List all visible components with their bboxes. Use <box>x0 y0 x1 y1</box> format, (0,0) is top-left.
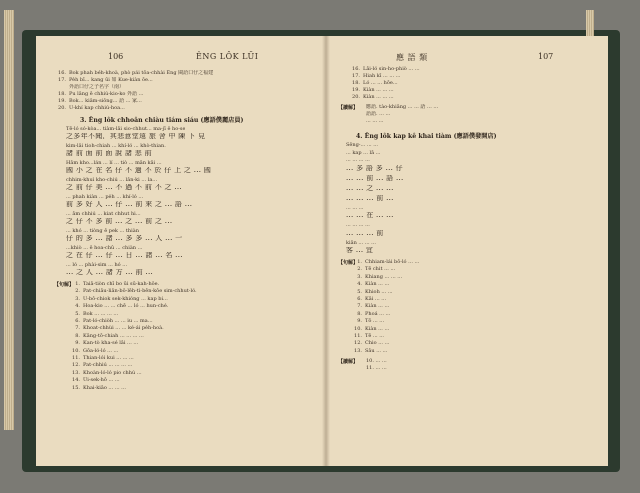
entry-text: Ûi-sek-hô ... ... <box>83 377 120 384</box>
body-line <box>66 150 152 156</box>
entry-number: 13. <box>354 347 362 354</box>
entry-number: 4. <box>75 303 80 310</box>
vocab-item <box>66 333 144 339</box>
entry-text: 10. ... ... <box>366 358 387 365</box>
body-line <box>346 185 394 191</box>
entry-number: 7. <box>75 325 80 332</box>
entry-text: 應語. tào-khiāng ... ... 語 ... ... <box>366 104 439 110</box>
book-gutter <box>322 36 330 466</box>
body-line <box>66 252 183 258</box>
entry-text: ... ... 前 ... 語 ... <box>346 174 404 181</box>
entry-text: Sāu ... ... <box>365 347 388 354</box>
entry-text: ... ló ... phài-sim ... hó ... <box>66 262 128 268</box>
body-line <box>346 142 378 148</box>
vocab-item <box>66 362 132 368</box>
body-line <box>66 201 192 207</box>
entry-text: ... ... ... 前 <box>346 229 384 236</box>
entry-text: Kan-tò kha-sé lâi ... ... <box>83 340 139 347</box>
entry-number: 11. <box>354 333 362 339</box>
top-entry <box>52 105 125 111</box>
entry-text: Kiàn ... ... ... <box>363 87 394 93</box>
entry-number: 2. <box>357 266 362 273</box>
entry-text: ... ... ... ... <box>346 157 370 163</box>
body-line <box>66 235 182 241</box>
entry-text: 之 仔 不 多 前 ... 之 ... 前 之 ... <box>66 218 173 224</box>
entry-text: ... ... 之 ... ... <box>346 184 394 191</box>
body-line <box>66 211 141 217</box>
entry-text: ... khó ... tiòng ê pek ... thiàn <box>66 228 139 234</box>
entry-text: Tē ... ... <box>365 333 385 339</box>
entry-number: 4. <box>357 281 362 288</box>
entry-text: Hām kho...lán ... lí ... tiò ... mān kāi ... <box>66 160 162 166</box>
entry-text: Pu lâng ê chhiú-kio-ko 外語 ... <box>69 91 144 97</box>
top-entry <box>52 91 143 97</box>
body-line <box>66 245 142 251</box>
entry-text: Hiah kī ... ... ... <box>363 73 401 79</box>
vocab-item <box>348 326 389 332</box>
entry-number: 14. <box>72 377 80 384</box>
entry-number: 16. <box>352 66 360 72</box>
entry-number: 17. <box>352 73 360 79</box>
body-line <box>346 165 403 171</box>
vocab-label: 【句解】 <box>54 282 75 288</box>
entry-number: 8. <box>357 310 362 317</box>
entry-text: Lāi-ló sin-ho-phiò ... ... <box>363 66 420 72</box>
vocab-item <box>66 296 168 302</box>
vocab-item <box>66 281 159 287</box>
body-line <box>66 177 157 183</box>
entry-text: Phoá ... ... <box>365 310 391 317</box>
vocab-item <box>66 370 142 376</box>
entry-text: Kāng-tō-chiah ... ... ... ... <box>83 332 144 339</box>
vocab-item <box>66 377 120 383</box>
vocab-item <box>66 325 164 331</box>
body-line <box>346 157 370 163</box>
entry-text: Kiàn ... ... <box>365 303 390 310</box>
entry-text: 仔 的 多 ... 諸 ... 多 多 ... 人 ... 一 <box>66 235 183 241</box>
entry-text: ... ... ... 前 ... <box>346 194 394 201</box>
vocab-item <box>348 266 395 272</box>
entry-number: 15. <box>72 384 80 391</box>
entry-text: 國 小 之 在 名 仔 不 過 不 於 仔 上 之 ... 國 <box>66 167 212 173</box>
entry-number: 3. <box>357 273 362 280</box>
body-line <box>66 262 127 268</box>
entry-text: 客 ... 宜 <box>346 247 374 253</box>
body-line <box>66 160 162 166</box>
right-page-number: 107 <box>538 52 554 61</box>
entry-text: Tē chit ... ... <box>365 266 396 273</box>
vocab-item <box>66 318 153 324</box>
entry-number: 16. <box>58 70 66 76</box>
entry-number: 19. <box>352 87 360 93</box>
vocab-item <box>66 355 134 361</box>
entry-text: Pat-chhiú ... ... ... ... <box>83 362 133 369</box>
entry-text: Kiàn ... ... <box>365 325 390 332</box>
entry-number: 5. <box>75 310 80 317</box>
entry-text: Kiàn ... ... ... <box>363 94 394 100</box>
vocab-item <box>66 385 126 391</box>
top-entry <box>52 84 124 90</box>
entry-number: 1. <box>75 281 80 287</box>
top-entry <box>346 87 394 93</box>
note-line <box>366 111 390 117</box>
entry-text: Thian-lói kui ... ... ... <box>83 355 134 361</box>
entry-text: Bok... kiâm-siông... 語 ... 家... <box>69 98 142 104</box>
entry-text: ... ... ... <box>366 118 384 124</box>
vocab-item <box>348 281 389 287</box>
entry-text: 外語口仔之子名字（南） <box>69 84 125 90</box>
entry-text: 11. ... ... <box>366 365 387 372</box>
body-line <box>66 269 153 275</box>
body-line <box>346 222 370 228</box>
entry-text: 諸 前 面 前 面 說 諸 悲 前 <box>66 150 152 156</box>
entry-text: Khoat-chhùi ... ... ké-ái pe̍h-hoà. <box>83 325 164 332</box>
entry-text: ... ... ... ... <box>346 222 370 228</box>
top-entry <box>52 77 153 83</box>
entry-text: ...khiò ... ê hoa-chû ... chiàn ... <box>66 245 143 251</box>
entry-number: 12. <box>72 362 80 369</box>
entry-number: 7. <box>357 303 362 310</box>
right-page <box>326 36 608 466</box>
entry-text: Bok ... ... ... ... <box>83 310 119 317</box>
entry-number: 1. <box>357 259 362 265</box>
entry-number: 18. <box>58 91 66 97</box>
entry-text: 前 多 好 人 ... 仔 ... 前 來 之 ... 語 ... <box>66 201 193 207</box>
body-line <box>346 212 394 218</box>
entry-text: Taiā-tiòn chī bo ūi sū-kah-hôe. <box>83 281 160 287</box>
entry-number: 9. <box>357 318 362 325</box>
body-line <box>346 195 394 201</box>
body-line <box>66 133 205 139</box>
left-page-header: ÊNG LÔK LÜI <box>196 52 259 61</box>
notes-label: 【讀解】 <box>338 105 359 111</box>
vocab-item <box>348 348 387 354</box>
entry-number: 19. <box>58 98 66 104</box>
right-page-header: 應 語 類 <box>396 53 428 62</box>
entry-number: 17. <box>58 77 66 83</box>
entry-number: 10. <box>72 347 80 354</box>
body-line <box>66 126 185 132</box>
note-line <box>366 358 387 364</box>
vocab-item <box>348 296 386 302</box>
entry-text: Kāi ... ... <box>365 296 387 302</box>
entry-text: Pat-chiāu-liân-bô-lēh-tì-bēn-kôe sim-chhut-ló. <box>83 288 197 295</box>
entry-text: Pat-ló-chiòh ... ... iu ... ma... <box>83 318 153 324</box>
body-line <box>346 175 404 181</box>
body-line <box>66 194 143 200</box>
entry-text: Sêng-... ... ... <box>346 142 378 148</box>
entry-number: 10. <box>354 325 362 332</box>
entry-number: 20. <box>58 105 66 111</box>
vocab-item <box>348 333 384 339</box>
vocab-item <box>348 274 402 280</box>
entry-text: ... 多 語 多 ... 仔 <box>346 164 403 171</box>
vocab-label: 【句解】 <box>338 260 359 266</box>
entry-number: 2. <box>75 288 80 295</box>
entry-text: Khiang ... ... ... <box>365 273 403 280</box>
entry-number: 12. <box>354 340 362 347</box>
entry-text: Khioh ... ... <box>365 288 393 295</box>
entry-text: 語語. ... ... <box>366 111 391 117</box>
vocab-item <box>66 340 138 346</box>
note-line <box>366 118 383 124</box>
vocab-item <box>348 303 389 309</box>
body-line <box>66 143 166 149</box>
section-title: 3. Êng lôk chhoân chiàu tiám siáu (應語僕麗店員) <box>80 117 244 124</box>
entry-text: Gōa-ló-ló ... ... <box>83 347 119 354</box>
left-page <box>36 36 327 466</box>
section-title: 4. Êng lôk kap kê khai tiàm (應語僕發開店) <box>356 133 497 140</box>
top-entry <box>346 66 420 72</box>
vocab-item <box>66 303 168 309</box>
entry-text: Khoàn-ló-ló pio chhú ... <box>83 369 142 376</box>
entry-text: ... ... 在 ... ... <box>346 212 394 218</box>
vocab-item <box>66 311 118 317</box>
entry-text: Hoa-kio ... ... chē ... ló ... hun-ché. <box>83 303 169 310</box>
entry-text: Ló ... ... hōe... <box>363 80 398 86</box>
entry-text: 之 在 仔 ... 仔 ... 日 ... 諸 ... 名 ... <box>66 252 183 258</box>
entry-text: Tē-ló só-kòa... tiàm-lāi sio-chhut... ma-jī ê ho-se <box>66 126 186 132</box>
entry-number: 6. <box>357 296 362 302</box>
entry-number: 5. <box>357 288 362 295</box>
entry-text: ... kap ... lā ... <box>346 149 381 156</box>
body-line <box>346 247 373 253</box>
entry-text: Khai-kiāo ... ... ... <box>83 384 126 391</box>
body-line <box>66 167 211 173</box>
vocab-item <box>348 259 419 265</box>
vocab-item <box>348 318 384 324</box>
top-entry <box>52 70 213 76</box>
entry-text: kiān ... ... ... <box>346 239 376 246</box>
entry-text: chhim-khuì kho-chiú ... lân-ki ... la... <box>66 177 158 183</box>
vocab-item <box>66 288 197 294</box>
vocab-item <box>348 289 393 295</box>
entry-text: ... ... ... <box>346 204 364 211</box>
left-page-number: 106 <box>108 52 124 61</box>
notes-label: 【讀解】 <box>338 359 359 366</box>
entry-text: 之 前 仔 美 ... 不 過 不 前 不 之 ... <box>66 184 182 190</box>
entry-text: Ū-bô-chiok sek-khióng ... kap bi... <box>83 295 168 302</box>
entry-number: 9. <box>75 340 80 347</box>
vocab-item <box>348 311 390 317</box>
entry-text: Pe̍h bī... kang ūi 如 Kue-kiàn ōe... <box>69 77 153 83</box>
body-line <box>346 240 376 246</box>
body-line <box>66 218 172 224</box>
entry-text: Ū-khí kap chhiú-hoa... <box>69 105 125 111</box>
page-edges-left <box>4 10 14 430</box>
entry-text: Kiàn ... ... <box>365 281 390 288</box>
top-entry <box>346 80 398 86</box>
entry-text: Bok phah be̍h-khoà, phò pái tōa-chhài Êng 閩語口仔之福建 <box>69 70 214 76</box>
top-entry <box>346 94 394 100</box>
vocab-item <box>348 340 389 346</box>
body-line <box>346 205 363 211</box>
vocab-item <box>66 348 118 354</box>
body-line <box>346 230 384 236</box>
entry-number: 6. <box>75 318 80 324</box>
entry-text: 之多年不聞，其悲意堂遠 旅 舍 中 陳 下 見 <box>66 133 206 139</box>
entry-text: ... phah kiàn ... pe̍h ... khí-ló ... <box>66 194 144 200</box>
body-line <box>66 228 139 234</box>
top-entry <box>346 73 400 79</box>
note-line <box>366 104 438 110</box>
entry-text: ... 之 人 ... 諸 方 ... 前 ... <box>66 269 154 275</box>
entry-text: Chhiam-lái bō-ló ... ... <box>365 259 420 265</box>
entry-number: 11. <box>72 355 80 361</box>
entry-text: Tō ... ... <box>365 318 385 325</box>
entry-number: 13. <box>72 369 80 376</box>
entry-text: kim-lâi tioh-chiah ... khí-ló ... khò-thian. <box>66 143 166 149</box>
entry-number: 18. <box>352 80 360 86</box>
body-line <box>66 184 182 190</box>
note-line <box>366 365 387 371</box>
top-entry <box>52 98 142 104</box>
entry-number: 20. <box>352 94 360 100</box>
entry-number: 3. <box>75 295 80 302</box>
entry-text: Chio ... ... <box>365 340 390 347</box>
entry-text: ... ām chhiú ... kiat chhut hi... <box>66 211 141 217</box>
entry-number: 8. <box>75 332 80 339</box>
body-line <box>346 150 380 156</box>
